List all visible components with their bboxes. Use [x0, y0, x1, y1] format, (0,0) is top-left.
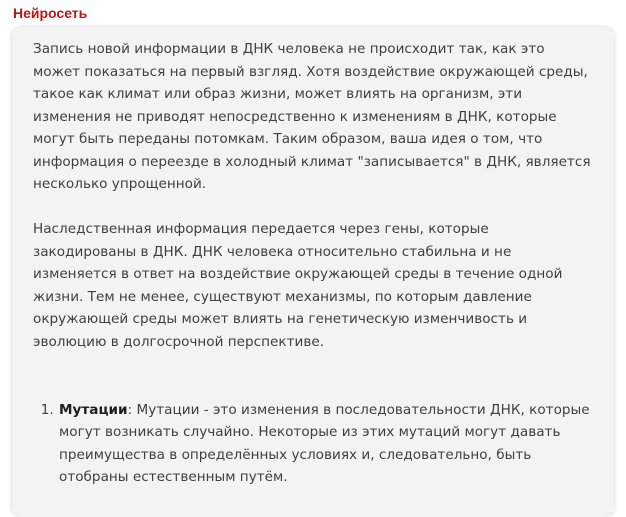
list-item — [58, 399, 592, 489]
list-item-term: Мутации — [59, 401, 128, 418]
paragraph-spacer — [33, 376, 592, 399]
message-list — [33, 399, 592, 489]
message-bubble — [12, 27, 614, 517]
list-item-text: : Мутации - это изменения в последовательности ДНК, которые могут возникать случайно. Некоторые из этих мутаций могут давать преимущества в определённых условиях и, следовательно, быть отобраны естественным путём. — [59, 401, 590, 485]
message-paragraph: Наследственная информация передается через гены, которые закодированы в ДНК. ДНК человека относительно стабильна и не изменяется в ответ на воздействие окружающей среды в течение одной жизни. Тем не менее, существуют механизмы, по которым давление окружающей среды может влиять на генетическую изменчивость и эволюцию в долгосрочной перспективе. — [33, 221, 563, 350]
message-paragraph: Запись новой информации в ДНК человека не происходит так, как это может показаться на первый взгляд. Хотя воздействие окружающей среды, такое как климат или образ жизни, может влиять на организм, эти изменения не приводят непосредственно к изменениям в ДНК, которые могут быть переданы потомкам. Таким образом, ваша идея о том, что информация о переезде в холодный климат "записывается" в ДНК, является несколько упрощенной. — [33, 41, 591, 192]
sender-name: Нейросеть — [13, 5, 88, 21]
